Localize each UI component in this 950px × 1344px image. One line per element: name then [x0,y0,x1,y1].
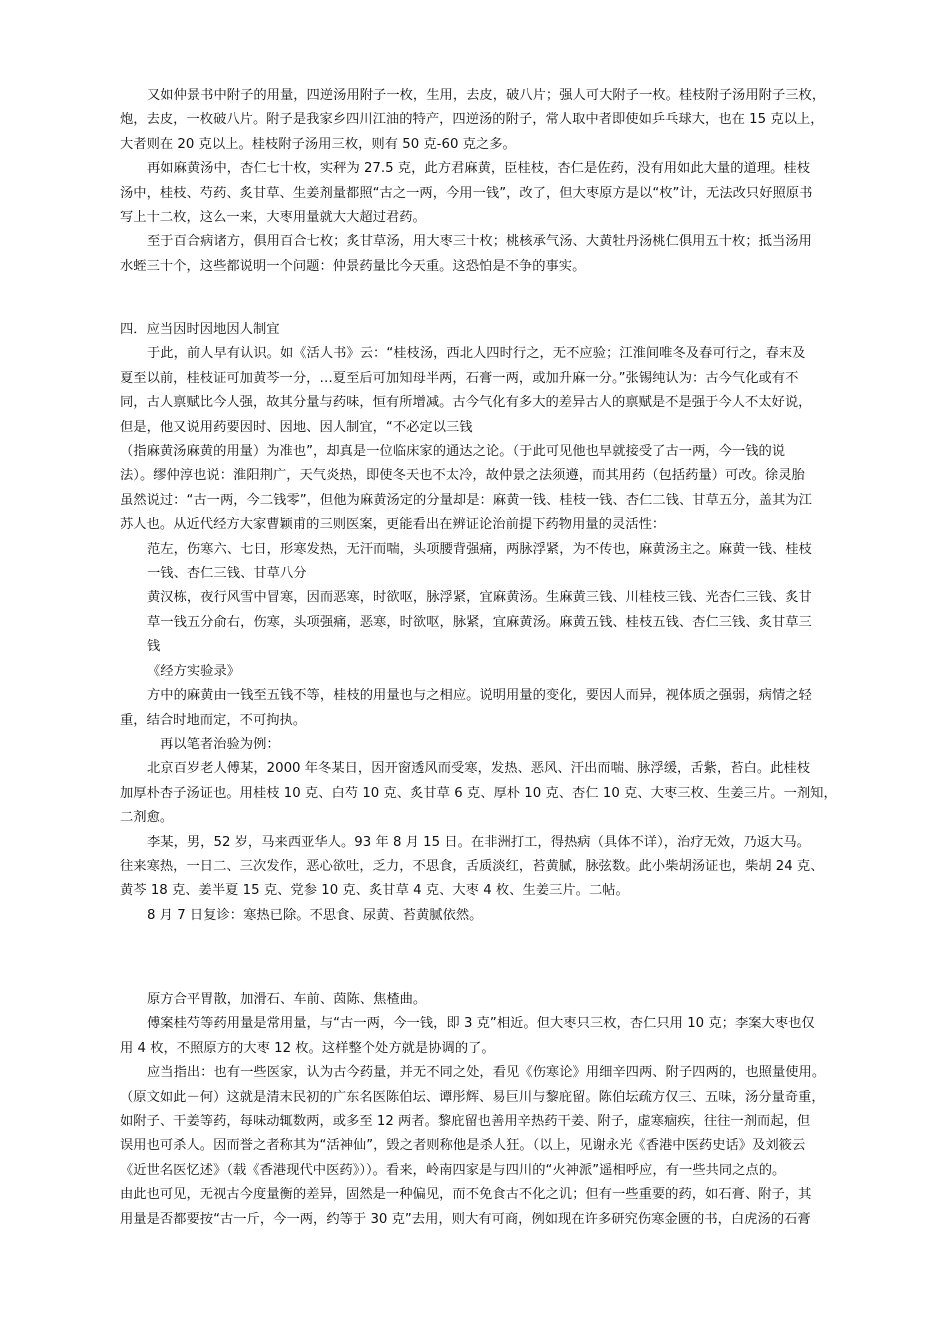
text-line: 《近世名医忆述》（载《香港现代中医药》））。看来，岭南四家是与四川的“火神派”遥相呼应，有一些共同之点的。 [120,1162,786,1178]
text-line: 方中的麻黄由一钱至五钱不等，桂枝的用量也与之相应。说明用量的变化，要因人而异，视体质之强弱，病情之轻 [147,688,812,704]
text-line: 《经方实验录》 [147,663,241,679]
text-line: 法）。缪仲淳也说：淮阳荆广，天气炎热，即使冬天也不太冷，故仲景之法须遵，而其用药（包括药量）可改。徐灵胎 [120,468,805,484]
text-line: 炮，去皮，一枚破八片。附子是我家乡四川江油的特产，四逆汤的附子，常人取中者即使如乒乓球大，也在 15 克以上， [120,112,824,128]
text-line: 大者则在 20 克以上。桂枝附子汤用三枚，则有 50 克-60 克之多。 [120,136,516,152]
text-line: 写上十二枚，这么一来，大枣用量就大大超过君药。 [120,210,426,226]
text-line: 至于百合病诸方，俱用百合七枚；炙甘草汤，用大枣三十枚；桃核承气汤、大黄牡丹汤桃仁俱用五十枚；抵当汤用 [147,234,812,250]
text-line: 应当指出：也有一些医家，认为古今药量，并无不同之处，看见《伤寒论》用细辛四两、附子四两的，也照量使用。 [147,1065,826,1081]
text-line: 重，结合时地而定，不可拘执。 [120,712,307,728]
text-line: （原文如此－何）这就是清末民初的广东名医陈伯坛、谭彤辉、易巨川与黎庇留。陈伯坛疏方仅三、五味，汤分量奇重， [120,1089,825,1105]
text-line: 误用也可杀人。因而誉之者称其为“活神仙”，毁之者则称他是杀人狂。（以上，见谢永光《香港中医药史话》及刘筱云 [120,1138,806,1154]
text-line: 北京百岁老人傅某，2000 年冬某日，因开窗透风而受寒，发热、恶风、汗出而喘、脉浮缓，舌紫，苔白。此桂枝 [147,761,811,777]
text-line: 加厚朴杏子汤证也。用桂枝 10 克、白芍 10 克、炙甘草 6 克、厚朴 10 克、杏仁 10 克、大枣三枚、生姜三片。一剂知， [120,785,837,801]
text-line: 又如仲景书中附子的用量，四逆汤用附子一枚，生用，去皮，破八片；强人可大附子一枚。桂枝附子汤用附子三枚， [147,88,826,103]
text-line: 往来寒热，一日二、三次发作，恶心欲吐，乏力，不思食，舌质淡红，苔黄腻，脉弦数。此小柴胡汤证也，柴胡 24 克、 [120,858,824,874]
text-line: （指麻黄汤麻黄的用量）为准也”，却真是一位临床家的通达之论。（于此可见他也早就接受了古一两，今一钱的说 [120,444,786,460]
text-line: 但是，他又说用药要因时、因地、因人制宜，“不必定以三钱 [120,419,473,435]
text-line: 傅案桂芍等药用量是常用量，与“古一两，今一钱，即 3 克”相近。但大枣只三枚，杏仁只用 10 克；李案大枣也仅 [147,1016,815,1032]
text-line: 四．应当因时因地因人制宜 [120,322,280,337]
text-line: 于此，前人早有认识。如《活人书》云：“桂枝汤，西北人四时行之，无不应验；江淮间唯冬及春可行之，春末及 [147,346,806,362]
text-line: 如附子、干姜等药，每味动辄数两，或多至 12 两者。黎庇留也善用辛热药干姜、附子，虚寒痼疾，往往一剂而起，但 [120,1114,811,1130]
text-line: 再以笔者治验为例： [160,736,280,752]
text-line: 夏至以前，桂枝证可加黄芩一分，…夏至后可加知母半两，石膏一两，或加升麻一分。”张锡纯认为：古今气化或有不 [120,370,799,386]
text-line: 黄芩 18 克、姜半夏 15 克、党参 10 克、炙甘草 4 克、大枣 4 枚、生姜三片。二帖。 [120,883,629,899]
text-line: 用量是否都要按“古一斤，今一两，约等于 30 克”去用，则大有可商，例如现在许多研究伤寒金匮的书，白虎汤的石膏 [120,1211,811,1227]
text-line: 8 月 7 日复诊：寒热已除。不思食、尿黄、苔黄腻依然。 [147,907,483,923]
text-line: 水蛭三十个，这些都说明一个问题：仲景药量比今天重。这恐怕是不争的事实。 [120,258,586,274]
text-line: 钱 [147,639,161,655]
text-line: 范左，伤寒六、七日，形寒发热，无汗而喘，头项腰背强痛，两脉浮紧，为不传也，麻黄汤主之。麻黄一钱、桂枝 [147,541,812,557]
text-line: 用 4 枚，不照原方的大枣 12 枚。这样整个处方就是协调的了。 [120,1040,495,1056]
text-line: 由此也可见，无视古今度量衡的差异，固然是一种偏见，而不免食古不化之讥；但有一些重要的药，如石膏、附子，其 [120,1187,812,1203]
text-line: 再如麻黄汤中，杏仁七十枚，实秤为 27.5 克，此方君麻黄，臣桂枝，杏仁是佐药，没有用如此大量的道理。桂枝 [147,161,811,177]
text-line: 草一钱五分俞右，伤寒，头项强痛，恶寒，时欲呕，脉紧，宜麻黄汤。麻黄五钱、桂枝五钱、杏仁三钱、炙甘草三 [147,614,812,630]
text-line: 汤中，桂枝、芍药、炙甘草、生姜剂量都照“古之一两，今用一钱”，改了，但大枣原方是以“枚”计，无法改只好照原书 [120,185,813,201]
text-line: 原方合平胃散，加滑石、车前、茵陈、焦楂曲。 [147,992,427,1007]
text-line: 苏人也。从近代经方大家曹颖甫的三则医案，更能看出在辨证论治前提下药物用量的灵活性： [120,517,666,533]
section-four-block [120,318,840,928]
text-line: 黄汉栋，夜行风雪中冒寒，因而恶寒，时欲呕，脉浮紧，宜麻黄汤。生麻黄三钱、川桂枝三钱、光杏仁三钱、炙甘 [147,590,812,606]
text-line: 二剂愈。 [120,810,174,826]
text-line: 同，古人禀赋比今人强，故其分量与药味，恒有所增减。古今气化有多大的差异古人的禀赋是不是强于今人不太好说， [120,395,812,411]
paragraph-block-dosage-examples [120,84,840,279]
closing-paragraph-block [120,988,840,1232]
text-line: 李某，男，52 岁，马来西亚华人。93 年 8 月 15 日。在非洲打工，得热病（具体不详），治疗无效，乃返大马。 [147,834,810,850]
text-line: 一钱、杏仁三钱、甘草八分 [147,566,307,582]
text-line: 虽然说过：“古一两，今二钱零”，但他为麻黄汤定的分量却是：麻黄一钱、桂枝一钱、杏仁二钱、甘草五分，盖其为江 [120,492,812,508]
